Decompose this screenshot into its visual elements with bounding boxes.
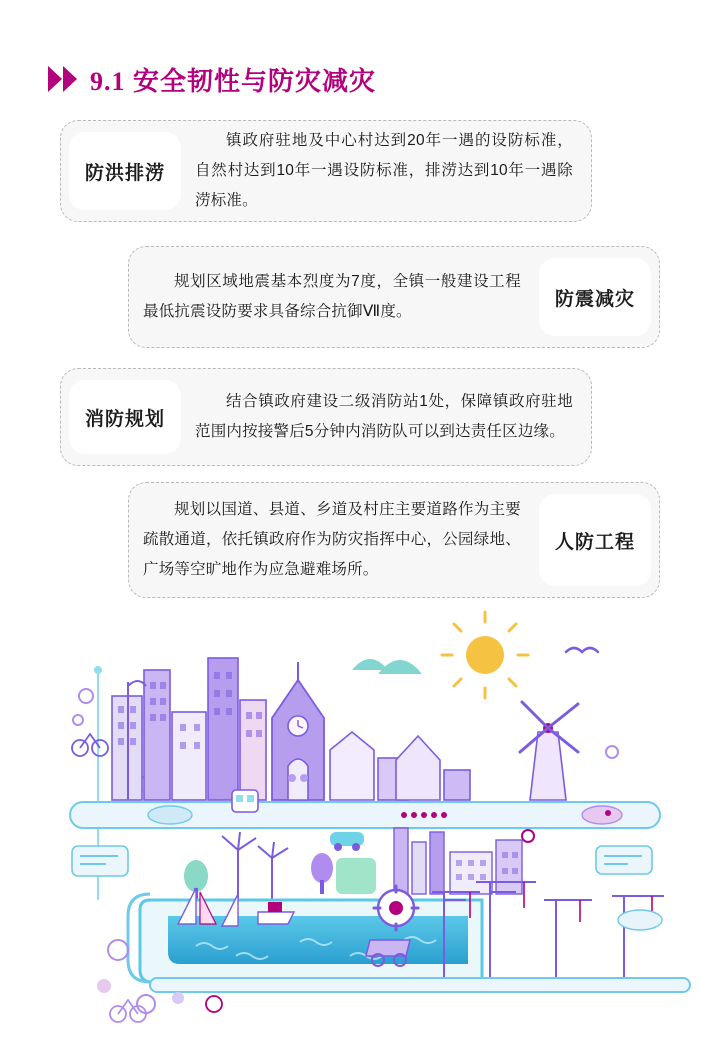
card-flood-control xyxy=(60,120,592,222)
vehicle-bus xyxy=(232,790,258,812)
card-earthquake-mitigation xyxy=(128,246,660,348)
card-text-civil-defense: 规划以国道、县道、乡道及村庄主要道路作为主要疏散通道，依托镇政府作为防灾指挥中心，公园绿地、广场等空旷地作为应急避难场所。 xyxy=(143,501,521,578)
landmark-church xyxy=(272,662,324,800)
card-text-fire-planning: 结合镇政府建设二级消防站1处，保障镇政府驻地范围内按接警后5分钟内消防队可以到达责任区边缘。 xyxy=(195,393,573,440)
road-band-top xyxy=(70,802,660,828)
page-title: 9.1 安全韧性与防灾减灾 xyxy=(90,66,377,96)
double-chevron-icon xyxy=(48,64,88,94)
card-label-flood-control: 防洪排涝 xyxy=(69,132,181,210)
bird-icon xyxy=(566,648,598,652)
windmill-icon xyxy=(520,702,578,800)
card-fire-planning xyxy=(60,368,592,466)
wind-turbines xyxy=(222,832,288,900)
sun-icon xyxy=(442,612,528,698)
green-field xyxy=(336,858,376,894)
city-buildings-mid xyxy=(330,732,470,800)
card-text-flood-control: 镇政府驻地及中心村达到20年一遇的设防标准，自然村达到10年一遇设防标准，排涝达到10年一遇除涝标准。 xyxy=(195,132,573,209)
city-buildings-left xyxy=(112,658,266,800)
bicycle-icon xyxy=(72,734,108,756)
hill-shapes xyxy=(352,659,422,674)
info-card-left xyxy=(72,846,128,876)
card-body-civil-defense xyxy=(129,483,539,597)
card-label-earthquake-mitigation: 防震减灾 xyxy=(539,258,651,336)
smart-city-illustration xyxy=(0,600,720,1040)
card-body-fire-planning xyxy=(181,369,591,465)
card-label-fire-planning: 消防规划 xyxy=(69,380,181,454)
card-body-earthquake-mitigation xyxy=(129,247,539,347)
card-body-flood-control xyxy=(181,121,591,221)
card-label-civil-defense: 人防工程 xyxy=(539,494,651,586)
card-civil-defense xyxy=(128,482,660,598)
info-card-right xyxy=(596,846,652,874)
section-heading xyxy=(48,62,376,96)
card-text-earthquake-mitigation: 规划区域地震基本烈度为7度，全镇一般建设工程最低抗震设防要求具备综合抗御Ⅶ度。 xyxy=(143,273,521,320)
trees xyxy=(184,853,333,902)
vehicle-car xyxy=(330,832,364,851)
factory-cluster xyxy=(394,828,534,894)
